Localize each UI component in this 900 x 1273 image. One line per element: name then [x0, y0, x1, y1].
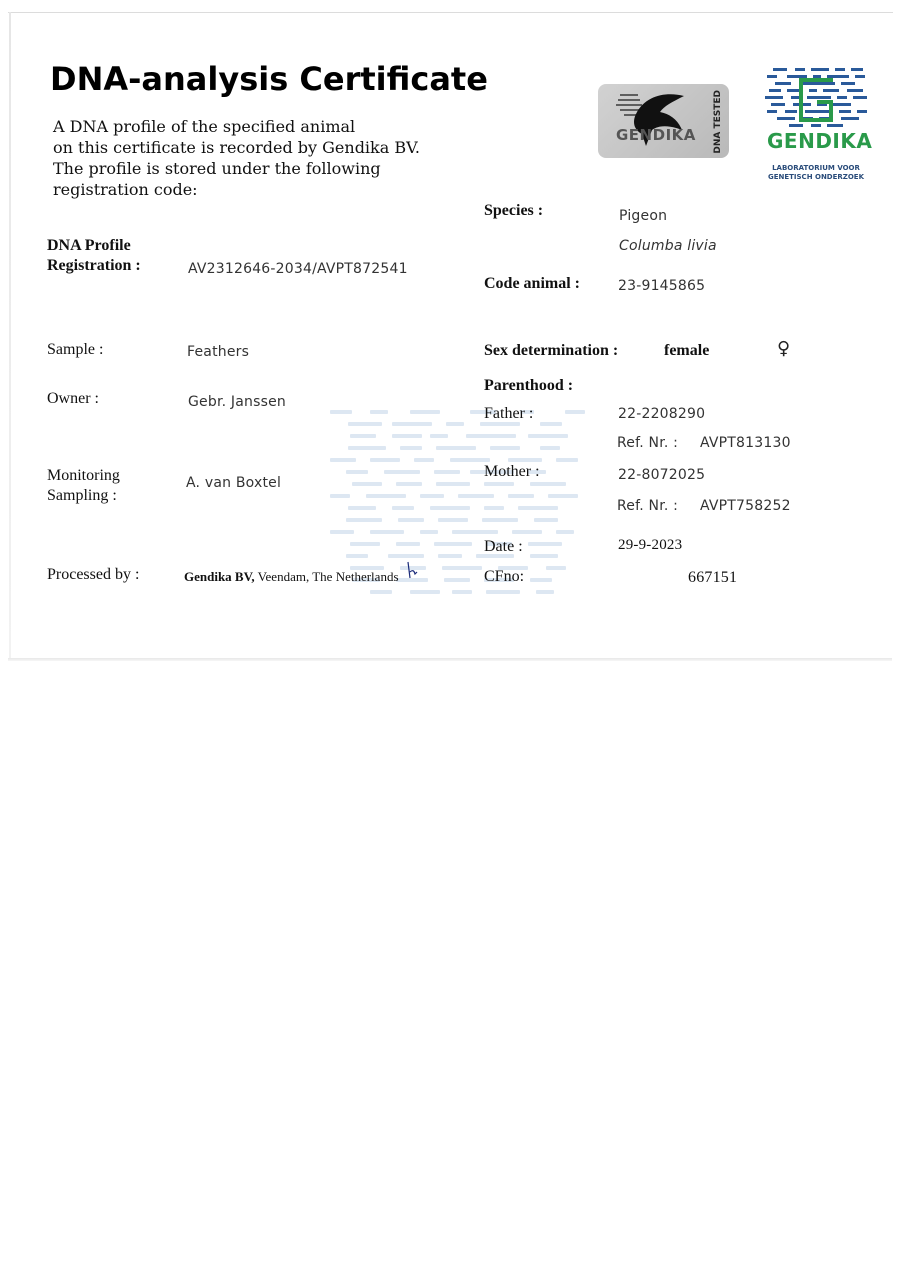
- watermark-bar: [348, 506, 376, 510]
- watermark-bar: [484, 506, 504, 510]
- watermark-bar: [438, 518, 468, 522]
- bird-icon: [598, 84, 729, 158]
- code-animal-value: 23-9145865: [618, 278, 706, 294]
- father-value: 22-2208290: [618, 406, 706, 422]
- species-label: Species :: [484, 202, 544, 219]
- watermark-bar: [414, 458, 434, 462]
- date-label: Date :: [484, 538, 523, 555]
- intro-text: [53, 116, 453, 200]
- badge-brand: GENDIKA: [616, 126, 696, 144]
- sampling-label: Sampling :: [47, 487, 117, 504]
- watermark-bar: [536, 590, 554, 594]
- watermark-bar: [530, 554, 558, 558]
- mother-label: Mother :: [484, 463, 540, 480]
- species-latin: Columba livia: [619, 238, 717, 254]
- watermark-bar: [546, 566, 566, 570]
- sex-label: Sex determination :: [484, 342, 619, 359]
- date-value: 29-9-2023: [618, 537, 683, 553]
- watermark-bar: [352, 482, 382, 486]
- watermark-bar: [508, 494, 534, 498]
- watermark-bar: [444, 578, 470, 582]
- father-label: Father :: [484, 405, 534, 422]
- watermark-bar: [346, 470, 368, 474]
- intro-line: A DNA profile of the specified animal: [53, 117, 356, 136]
- watermark-bar: [430, 434, 448, 438]
- watermark-bar: [436, 446, 476, 450]
- watermark-bar: [396, 482, 422, 486]
- watermark-bar: [348, 446, 386, 450]
- watermark-bar: [330, 410, 352, 414]
- code-animal-label: Code animal :: [484, 275, 580, 292]
- cfno-label: CFno:: [484, 568, 525, 585]
- page-title: DNA-analysis Certificate: [50, 60, 488, 98]
- watermark-bar: [484, 482, 514, 486]
- watermark-bar: [398, 518, 424, 522]
- watermark-bar: [396, 542, 420, 546]
- watermark-bar: [486, 590, 520, 594]
- watermark-bar: [548, 494, 578, 498]
- female-symbol-icon: ♀: [777, 338, 791, 359]
- watermark-bar: [442, 566, 482, 570]
- logo-subtitle-line: GENETISCH ONDERZOEK: [767, 173, 865, 181]
- watermark-bar: [392, 434, 422, 438]
- watermark-bar: [370, 410, 388, 414]
- species-common: Pigeon: [619, 208, 668, 224]
- mother-ref-label: Ref. Nr. :: [617, 498, 679, 514]
- watermark-bar: [438, 554, 462, 558]
- watermark-bar: [420, 494, 444, 498]
- watermark-bar: [392, 422, 432, 426]
- mother-value: 22-8072025: [618, 467, 706, 483]
- watermark-bar: [565, 410, 585, 414]
- watermark-bar: [366, 494, 406, 498]
- logo-name: GENDIKA: [767, 129, 873, 153]
- page-edge: [8, 12, 893, 13]
- watermark-bar: [346, 554, 368, 558]
- owner-label: Owner :: [47, 390, 99, 407]
- certificate-bottom-edge: [8, 658, 892, 661]
- sample-value: Feathers: [187, 344, 250, 360]
- watermark-bar: [400, 446, 422, 450]
- watermark-bar: [452, 530, 498, 534]
- watermark-bar: [530, 578, 552, 582]
- watermark-bar: [518, 506, 558, 510]
- watermark-bar: [556, 530, 574, 534]
- watermark-bar: [392, 506, 414, 510]
- processed-location: Veendam, The Netherlands: [254, 569, 399, 584]
- watermark-bar: [528, 542, 562, 546]
- dna-profile-label: DNA Profile: [47, 237, 131, 254]
- watermark-bar: [534, 518, 558, 522]
- watermark-bar: [446, 422, 464, 426]
- sample-label: Sample :: [47, 341, 104, 358]
- badge-tag: DNA TESTED: [713, 90, 723, 154]
- father-ref-value: AVPT813130: [700, 435, 791, 451]
- processed-company: Gendika BV,: [184, 569, 255, 584]
- intro-line: registration code:: [53, 180, 198, 199]
- watermark-bar: [330, 494, 350, 498]
- monitoring-label: Monitoring: [47, 467, 120, 484]
- watermark-bar: [410, 410, 440, 414]
- logo-subtitle: [760, 164, 872, 182]
- watermark-bar: [512, 530, 542, 534]
- watermark-bar: [430, 506, 470, 510]
- watermark-bar: [330, 530, 354, 534]
- watermark-bar: [346, 518, 382, 522]
- watermark-bar: [556, 458, 578, 462]
- watermark-bar: [490, 446, 520, 450]
- cfno-value: 667151: [688, 569, 738, 586]
- watermark-bar: [466, 434, 516, 438]
- watermark-bar: [452, 590, 472, 594]
- owner-value: Gebr. Janssen: [188, 394, 286, 410]
- processed-value: [184, 569, 399, 585]
- watermark-bar: [410, 590, 440, 594]
- watermark-bar: [420, 530, 438, 534]
- watermark-bar: [482, 518, 518, 522]
- watermark-bar: [348, 422, 382, 426]
- processed-label: Processed by :: [47, 566, 140, 583]
- watermark-bar: [540, 446, 560, 450]
- page-edge-left: [9, 12, 11, 660]
- watermark-bar: [370, 590, 392, 594]
- watermark-bar: [434, 470, 460, 474]
- watermark-bar: [508, 458, 542, 462]
- watermark-bar: [370, 530, 404, 534]
- watermark-bar: [350, 542, 380, 546]
- parenthood-label: Parenthood :: [484, 377, 574, 394]
- sex-value: female: [664, 342, 710, 359]
- mother-ref-value: AVPT758252: [700, 498, 791, 514]
- father-ref-label: Ref. Nr. :: [617, 435, 679, 451]
- intro-line: on this certificate is recorded by Gendika BV.: [53, 138, 420, 157]
- watermark-bar: [436, 482, 470, 486]
- watermark-bar: [330, 458, 356, 462]
- monitoring-value: A. van Boxtel: [186, 475, 282, 491]
- watermark-bar: [450, 458, 490, 462]
- registration-value: AV2312646-2034/AVPT872541: [188, 261, 408, 277]
- watermark-bar: [370, 458, 400, 462]
- watermark-bar: [458, 494, 494, 498]
- gendika-logo-icon: [765, 66, 869, 128]
- watermark-bar: [350, 434, 376, 438]
- watermark-bar: [530, 482, 566, 486]
- logo-subtitle-line: LABORATORIUM VOOR: [772, 164, 860, 172]
- dna-tested-badge: [598, 84, 729, 158]
- registration-label: Registration :: [47, 257, 141, 274]
- handwritten-mark-icon: [402, 560, 422, 582]
- intro-line: The profile is stored under the following: [53, 159, 381, 178]
- watermark-bar: [528, 434, 568, 438]
- watermark-bar: [434, 542, 472, 546]
- watermark-bar: [540, 422, 562, 426]
- watermark-bar: [388, 554, 424, 558]
- watermark-bar: [384, 470, 420, 474]
